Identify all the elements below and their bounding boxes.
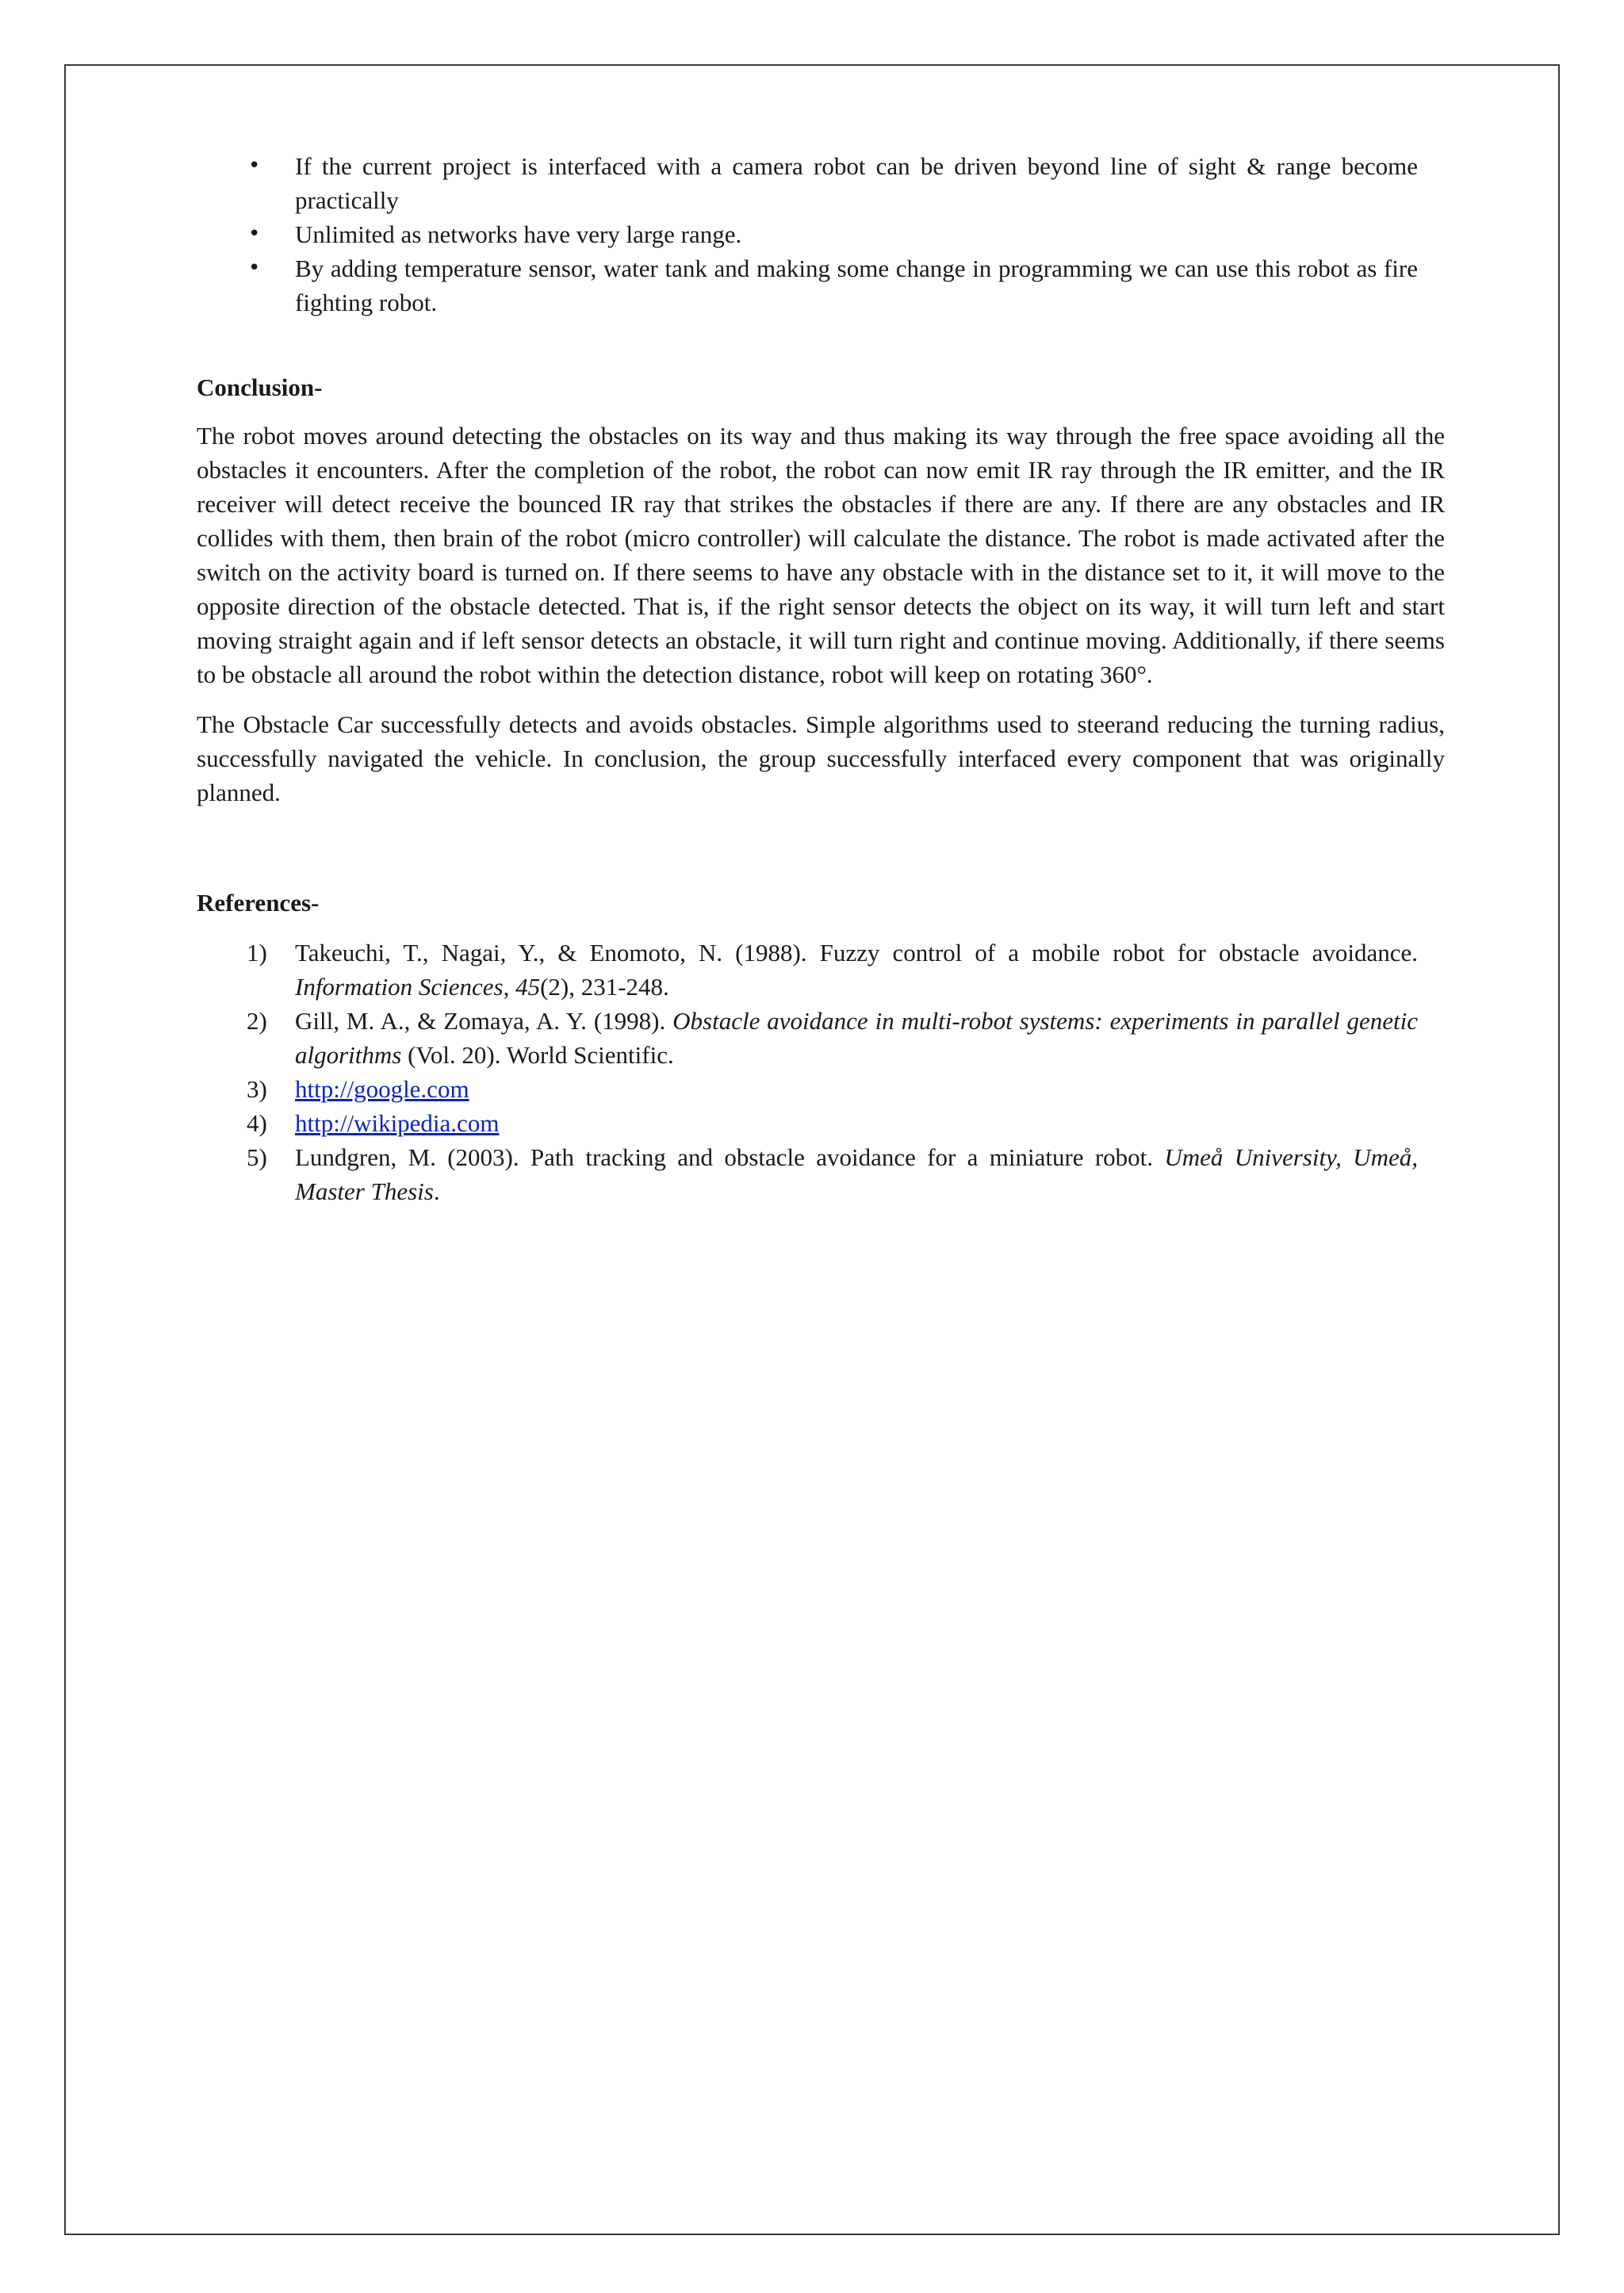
reference-volume: 45	[515, 973, 541, 1001]
bullet-icon: •	[248, 256, 261, 280]
reference-link-google[interactable]: http://google.com	[295, 1075, 469, 1103]
reference-text: .	[433, 1177, 440, 1205]
list-item	[197, 217, 1418, 251]
reference-text: (Vol. 20). World Scientific.	[401, 1041, 674, 1069]
reference-text: ,	[503, 973, 516, 1001]
page-content	[197, 149, 1445, 1208]
list-item-text: If the current project is interfaced with a camera robot can be driven beyond line of sight & range become practically	[295, 152, 1418, 214]
reference-text: Gill, M. A., & Zomaya, A. Y. (1998).	[295, 1007, 673, 1035]
bullet-icon: •	[248, 222, 261, 246]
reference-number: 3)	[247, 1075, 267, 1103]
conclusion-paragraph: The robot moves around detecting the obstacles on its way and thus making its way through the free space avoiding all the obstacles it encounters. After the completion of the robot, the robot can now emit IR ray through the IR emitter, and the IR receiver will detect receive the bounced IR ray that strikes the obstacles if there are any. If there are any obstacles and IR collides with them, then brain of the robot (micro controller) will calculate the distance. The robot is made activated after the switch on the activity board is turned on. If there seems to have any obstacle with in the distance set to it, it will move to the opposite direction of the obstacle detected. That is, if the right sensor detects the object on its way, it will turn left and start moving straight again and if left sensor detects an obstacle, it will turn right and continue moving. Additionally, if there seems to be obstacle all around the robot within the detection distance, robot will keep on rotating 360°.	[197, 422, 1445, 688]
reference-number: 2)	[247, 1007, 267, 1035]
reference-item	[197, 1072, 1418, 1106]
reference-number: 5)	[247, 1143, 267, 1171]
references-heading: References-	[197, 889, 320, 917]
references-list	[197, 936, 1418, 1208]
list-item-text: Unlimited as networks have very large range.	[295, 220, 742, 248]
reference-title: Obstacle avoidance in multi-robot systems: experiments in parallel genetic algorithms	[295, 1007, 1418, 1069]
list-item	[197, 251, 1418, 320]
reference-text: Takeuchi, T., Nagai, Y., & Enomoto, N. (1988). Fuzzy control of a mobile robot for obstacle avoidance.	[295, 939, 1418, 967]
list-item-text: By adding temperature sensor, water tank and making some change in programming we can use this robot as fire fighting robot.	[295, 255, 1418, 316]
reference-item	[197, 1106, 1418, 1140]
conclusion-heading: Conclusion-	[197, 373, 323, 401]
reference-link-wikipedia[interactable]: http://wikipedia.com	[295, 1109, 500, 1137]
reference-text: (2), 231-248.	[540, 973, 669, 1001]
conclusion-paragraph: The Obstacle Car successfully detects and avoids obstacles. Simple algorithms used to steerand reducing the turning radius, successfully navigated the vehicle. In conclusion, the group successfully interfaced every component that was originally planned.	[197, 710, 1445, 806]
reference-journal: Information Sciences	[295, 973, 504, 1001]
reference-text: Lundgren, M. (2003). Path tracking and obstacle avoidance for a miniature robot.	[295, 1143, 1165, 1171]
reference-item	[197, 936, 1418, 1004]
reference-item	[197, 1004, 1418, 1072]
reference-number: 4)	[247, 1109, 267, 1137]
list-item	[197, 149, 1418, 217]
reference-number: 1)	[247, 939, 267, 967]
future-scope-list	[197, 149, 1418, 320]
bullet-icon: •	[248, 154, 261, 178]
reference-source: Umeå University, Umeå, Master Thesis	[295, 1143, 1418, 1205]
reference-item	[197, 1140, 1418, 1208]
